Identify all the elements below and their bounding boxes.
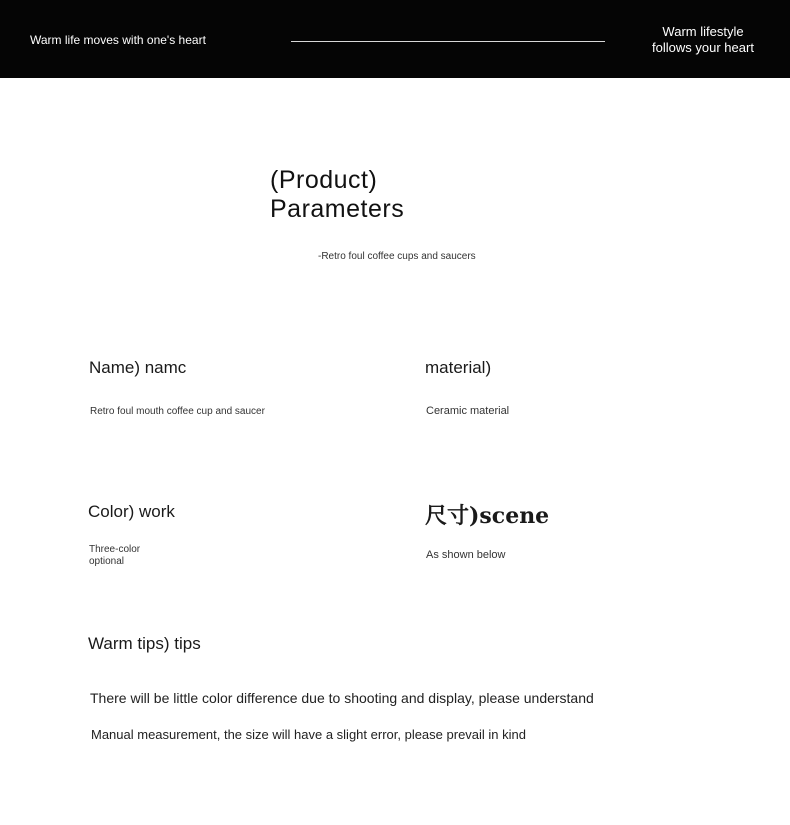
size-label: 尺寸)scene <box>425 503 550 529</box>
size-value: As shown below <box>426 549 506 561</box>
name-label: Name) namc <box>89 358 187 377</box>
page-title-line1: (Product) <box>270 166 378 194</box>
material-value: Ceramic material <box>426 405 510 417</box>
banner-slogan: Warm life moves with one's heart <box>30 33 206 47</box>
banner-tagline <box>642 24 764 56</box>
color-value-line2: optional <box>89 556 125 567</box>
page-title-line2: Parameters <box>270 195 405 223</box>
color-value <box>89 544 140 568</box>
tip-color-difference: There will be little color difference due to shooting and display, please understand <box>90 690 594 706</box>
tip-measurement-error: Manual measurement, the size will have a slight error, please prevail in kind <box>91 727 526 742</box>
color-label: Color) work <box>88 502 175 521</box>
page-subtitle: -Retro foul coffee cups and saucers <box>318 251 476 262</box>
page-title <box>270 166 404 224</box>
tips-label: Warm tips) tips <box>88 634 201 653</box>
name-value: Retro foul mouth coffee cup and saucer <box>90 406 265 417</box>
color-value-line1: Three-color <box>89 544 141 555</box>
material-label: material) <box>425 358 492 377</box>
banner-tagline-line2: follows your heart <box>652 40 754 55</box>
header-banner <box>0 0 790 78</box>
banner-divider <box>291 41 605 42</box>
banner-tagline-line1: Warm lifestyle <box>662 24 744 39</box>
